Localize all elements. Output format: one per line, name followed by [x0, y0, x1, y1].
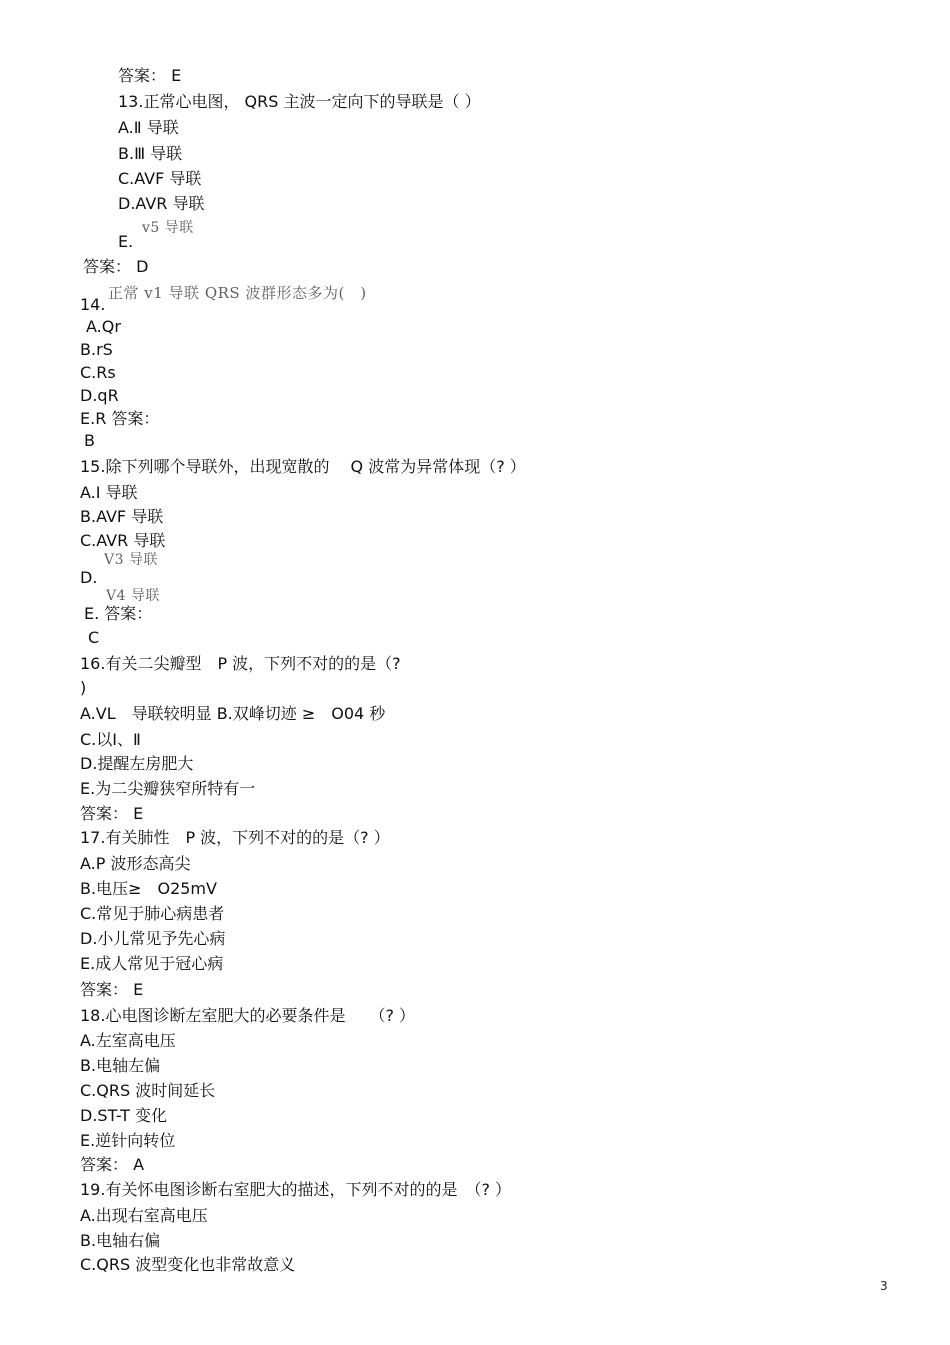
- answer-line: 答案： E: [80, 804, 144, 823]
- option-b: B.电压≥ O25mV: [80, 879, 217, 898]
- question-18: 18.心电图诊断左室肥大的必要条件是 （? ）: [80, 1006, 416, 1025]
- option-e-answer: E.R 答案：: [80, 409, 160, 428]
- option-e: E.: [118, 232, 134, 251]
- option-c: C.AVR 导联: [80, 531, 166, 550]
- option-a: A.左室高电压: [80, 1031, 176, 1050]
- question-13: 13.正常心电图， QRS 主波一定向下的导联是（ ）: [118, 92, 481, 111]
- option-c: C.Rs: [80, 363, 116, 382]
- v5-lead-image-text: v5 导联: [142, 220, 194, 236]
- option-a: A.出现右室高电压: [80, 1206, 208, 1225]
- answer-value: C: [88, 628, 100, 647]
- option-d: D.qR: [80, 386, 119, 405]
- option-b: B.电轴左偏: [80, 1056, 161, 1075]
- v3-lead-image-text: V3 导联: [104, 552, 158, 568]
- option-e: E.成人常见于冠心病: [80, 954, 224, 973]
- question-16-continued: ): [80, 678, 87, 697]
- option-e-answer: E. 答案：: [84, 604, 153, 623]
- option-a: A.P 波形态高尖: [80, 854, 191, 873]
- option-d: D.小儿常见予先心病: [80, 929, 226, 948]
- option-d: D.: [80, 568, 98, 587]
- answer-line: 答案： A: [80, 1155, 145, 1174]
- option-d: D.提醒左房肥大: [80, 754, 194, 773]
- option-a: A.I 导联: [80, 483, 138, 502]
- option-e: E.逆针向转位: [80, 1131, 176, 1150]
- option-b: B.AVF 导联: [80, 507, 164, 526]
- option-b: B.电轴右偏: [80, 1231, 161, 1250]
- question-19: 19.有关怀电图诊断右室肥大的描述，下列不对的的是 （? ）: [80, 1180, 512, 1199]
- option-a: A.Qr: [86, 317, 121, 336]
- option-b: B.rS: [80, 340, 113, 359]
- answer-line: 答案： E: [118, 66, 182, 85]
- option-c: C.QRS 波时间延长: [80, 1081, 216, 1100]
- option-e: E.为二尖瓣狭窄所特有一: [80, 779, 256, 798]
- page-number: 3: [880, 1279, 888, 1293]
- option-d: D.AVR 导联: [118, 194, 205, 213]
- option-b: B.Ⅲ 导联: [118, 144, 183, 163]
- question-15: 15.除下列哪个导联外，出现宽散的 Q 波常为异常体现（? ）: [80, 457, 526, 476]
- answer-line: 答案： E: [80, 980, 144, 999]
- option-d: D.ST-T 变化: [80, 1106, 168, 1125]
- option-c: C.常见于肺心病患者: [80, 904, 225, 923]
- question-16: 16.有关二尖瓣型 P 波，下列不对的的是（?: [80, 654, 401, 673]
- option-a-b: A.VL 导联较明显 B.双峰切迹 ≥ O04 秒: [80, 704, 386, 723]
- option-c: C.AVF 导联: [118, 169, 202, 188]
- option-c: C.以Ⅰ、Ⅱ: [80, 730, 141, 749]
- answer-value: B: [84, 431, 95, 450]
- option-c: C.QRS 波型变化也非常故意义: [80, 1255, 296, 1274]
- v4-lead-image-text: V4 导联: [106, 588, 160, 604]
- question-14: 14.: [80, 295, 106, 314]
- option-a: A.Ⅱ 导联: [118, 118, 179, 137]
- question-17: 17.有关肺性 P 波，下列不对的的是（? ）: [80, 828, 390, 847]
- question-14-image-text: 正常 v1 导联 QRS 波群形态多为( ): [108, 284, 367, 302]
- answer-line: 答案： D: [83, 257, 149, 276]
